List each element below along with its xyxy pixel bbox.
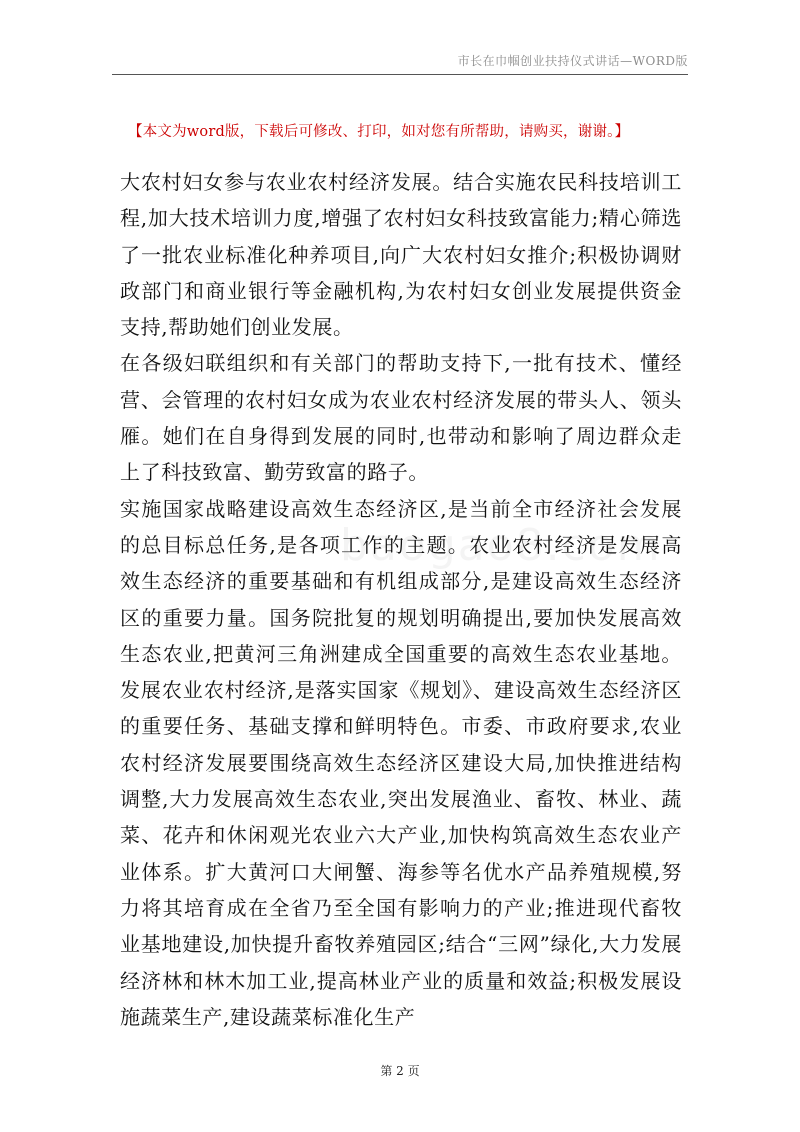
page-number: 第 2 页	[380, 1064, 420, 1078]
header-divider	[112, 74, 688, 75]
paragraph-2: 在各级妇联组织和有关部门的帮助支持下,一批有技术、懂经营、会管理的农村妇女成为农业农村经济发展的带头人、领头雁。她们在自身得到发展的同时,也带动和影响了周边群众走上了科技致富、勤劳致富的路子。	[120, 351, 682, 485]
document-header-title: 市长在巾帼创业扶持仪式讲话—WORD版	[457, 54, 688, 68]
download-notice: 【本文为word版，下载后可修改、打印，如对您有所帮助，请购买，谢谢。】	[128, 124, 630, 140]
paragraph-1: 大农村妇女参与农业农村经济发展。结合实施农民科技培训工程,加大技术培训力度,增强了农村妇女科技致富能力;精心筛选了一批农业标准化种养项目,向广大农村妇女推介;积极协调财政部门和商业银行等金融机构,为农村妇女创业发展提供资金支持,帮助她们创业发展。	[120, 170, 682, 340]
paragraph-3: 实施国家战略建设高效生态经济区,是当前全市经济社会发展的总目标总任务,是各项工作的主题。农业农村经济是发展高效生态经济的重要基础和有机组成部分,是建设高效生态经济区的重要力量。国务院批复的规划明确提出,要加快发展高效生态农业,把黄河三角洲建成全国重要的高效生态农业基地。发展农业农村经济,是落实国家《规划》、建设高效生态经济区的重要任务、基础支撑和鲜明特色。市委、市政府要求,农业农村经济发展要围绕高效生态经济区建设大局,加快推进结构调整,大力发展高效生态农业,突出发展渔业、畜牧、林业、蔬菜、花卉和休闲观光农业六大产业,加快构筑高效生态农业产业体系。扩大黄河口大闸蟹、海参等名优水产品养殖规模,努力将其培育成在全省乃至全国有影响力的产业;推进现代畜牧业基地建设,加快提升畜牧养殖园区;结合“三网”绿化,大力发展经济林和林木加工业,提高林业产业的质量和效益;积极发展设施蔬菜生产,建设蔬菜标准化生产	[120, 496, 682, 1029]
document-body	[120, 164, 682, 1035]
